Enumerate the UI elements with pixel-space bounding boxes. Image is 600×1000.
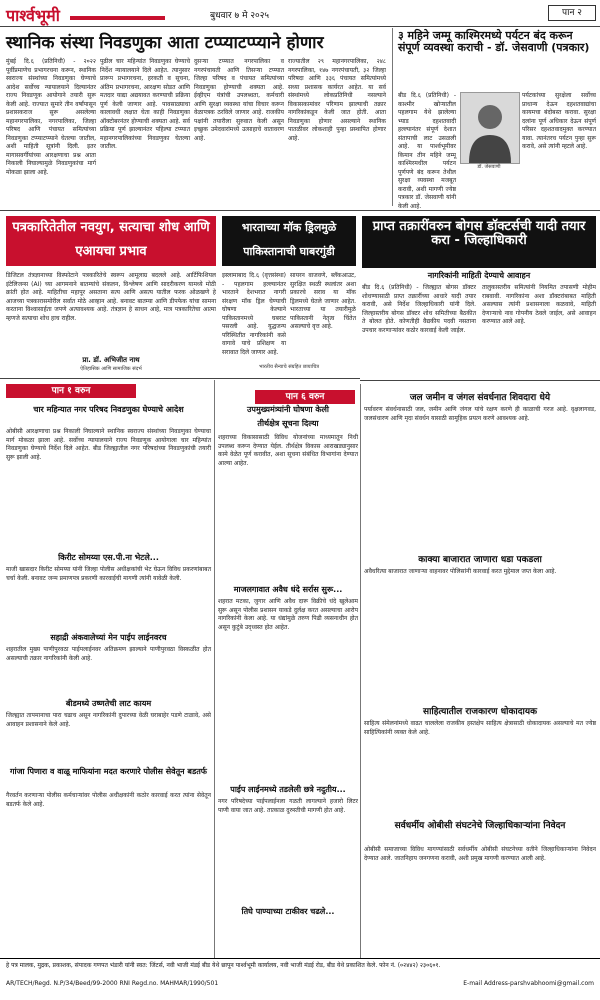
journalism-author-note: ऐतिहासिक आणि सामाजिक संदर्भ [80, 366, 142, 372]
pan1-item2-headline: किरीट सोमय्या एस.पी.ना भेटले... [58, 553, 159, 562]
right-body-2: अवैधरित्या बाजारात जाणाऱ्या वाहनावर पोलिसांनी कारवाई करत मुद्देमाल जप्त केला आहे. [364, 568, 557, 575]
pan1-item5-headline: गांजा पिणारा व वाळू माफियांना मदत करणारे पोलीस सेवेतून बडतर्फ [10, 767, 207, 776]
masthead [0, 0, 600, 26]
column-divider [392, 28, 393, 206]
pan1-item4-headline: बीडमध्ये उष्णतेची लाट कायम [65, 699, 152, 708]
newspaper-brand: पार्श्वभूमी [6, 6, 60, 25]
pan6-label: पान ६ वरुन [255, 390, 355, 404]
mockdrill-body-2: सायरन वाजवणे, ब्लॅकआउट, सुरक्षित स्थळी स्थलांतर अशा प्रकारचे सराव या मॉक ड्रिलमध्ये घेतले जाणार आहेत. भारताच्या या तयारीमुळे पाकिस्तानी नेतृत्व चिंतेत असल्याचे वृत्त आहे. [290, 272, 356, 330]
section-divider-2 [0, 378, 360, 379]
journalism-body: डिजिटल तंत्रज्ञानाच्या विस्फोटाने पत्रकारितेचे स्वरूप आमूलाग्र बदलले आहे. आर्टिफिशियल इंटेलिजन्स (AI) च्या आगमनाने बातम्यांचे संकलन, विश्लेषण आणि सादरीकरण यामध्ये मोठी क्रांती होत आहे. माहितीचा महापूर असताना सत्य आणि असत्य यातील फरक ओळखणे हे आजच्या पत्रकारासमोरील सर्वात मोठे आव्हान आहे. बनावट बातम्या आणि डीपफेक यांचा सामना करताना विश्वासार्हता जपणे अत्यावश्यक आहे. तंत्रज्ञान हे साधन आहे, मात्र पत्रकारितेचा आत्मा म्हणजे सत्याचा शोध हाच राहील. [6, 272, 216, 322]
pan1-item3-headline: सहाद्री अंकवालेच्यां मेन पाईप लाईनवरच [50, 633, 167, 642]
portrait-photo [460, 92, 520, 164]
mockdrill-caption: भारतीय सैन्याचे संग्रहित छायाचित्र [258, 364, 320, 370]
column-divider-2 [214, 380, 215, 958]
mid-head-2: माजलगावात अवैध धंदे सर्रास सुरू... [233, 585, 343, 594]
person-icon [461, 93, 519, 163]
doctors-body-2: तालुकास्तरीय समित्यांनी नियमित तपासणी मोहीम राबवावी. नागरिकांना अशा डॉक्टरांबाबत माहिती असल्यास त्यांनी प्रशासनाला कळवावे, माहिती देणाऱ्याचे नाव गोपनीय ठेवले जाईल, असे आवाहन करण्यात आले आहे. [482, 284, 596, 325]
right-body-4: ओबीसी समाजाच्या विविध मागण्यांसाठी सर्वधर्मीय ओबीसी संघटनेच्या वतीने जिल्हाधिकाऱ्यांना निवेदन देण्यात आले. जातनिहाय जनगणना करावी, अशी प्रमुख मागणी करण्यात आली आहे. [364, 846, 596, 862]
pan1-item5-body: गैरवर्तन करणाऱ्या पोलीस कर्मचाऱ्यांवर पोलीस अधीक्षकांनी कठोर कारवाई करत त्यांना सेवेतून बडतर्फ केले आहे. [6, 792, 211, 808]
doctors-body-1: बीड दि.६ (प्रतिनिधी) - जिल्ह्यात बोगस डॉक्टर शोधण्यासाठी प्राप्त तक्रारींच्या आधारे यादी तयार करावी, असे निर्देश जिल्हाधिकारी यांनी दिले. जिल्हास्तरीय बोगस डॉक्टर शोध समितीच्या बैठकीत ते बोलत होते. कोणतीही वैद्यकीय पदवी नसताना उपचार करणाऱ्यांवर कठोर कारवाई केली जाईल. [362, 284, 476, 334]
lead-column-2: पुढील चार महिन्यांत निवडणुका घेण्याचे निर्देश न्यायालयाने दिले आहेत. त्यानुसार प्रारूप प्रभागरचना, हरकती व सूचना, अंतिम प्रभागरचना, आरक्षण सोडत आणि मतदार याद्या अद्ययावत करण्याची प्रक्रिया पूर्ण केली जाणार आहे. पावसाळ्याचा कालावधी लक्षात घेता काही निवडणुका ऑक्टोबरनंतर होण्याची शक्यता आहे. सर्व प्रक्रिया पूर्ण झाल्यानंतर पहिल्या टप्प्यात महानगरपालिकांच्या निवडणुका घेतल्या जातील. [100, 58, 190, 150]
lead-headline: स्थानिक संस्था निवडणुका आता टप्प्याटप्प्याने होणार [6, 33, 324, 53]
journalism-author: प्रा. डॉ. अभिजीत नाथ [82, 356, 140, 364]
pan1-label: पान १ वरुन [6, 384, 136, 398]
registration-number: AR/TECH/Regd. N.P/34/Beed/99-2000 RNI Regd.no. MAHMAR/1990/501 [6, 980, 219, 987]
email-address: E-mail Address-parshvabhoomi@gmail.com [463, 980, 594, 987]
right-head-3: साहित्यातील राजकारण धोकादायक [423, 707, 537, 717]
jk-body-2: पर्यटकांच्या सुरक्षेला सर्वोच्च प्राधान्य देऊन दहशतवाद्यांचा कायमचा बंदोबस्त करावा. सुरक्षा दलांना पूर्ण अधिकार देऊन संपूर्ण परिसर दहशतवादमुक्त करण्यात यावा. त्यानंतरच पर्यटन पुन्हा सुरू करावे, असे त्यांनी म्हटले आहे. [522, 92, 596, 150]
right-head-2: काक्या बाजारात जाणारा धडा पकडला [418, 555, 542, 565]
mid-head-3: पाईप लाईनमध्ये तडलेली छत्रे नदुतीय... [230, 785, 346, 794]
header-divider [0, 26, 600, 27]
mid-head-1b: तीर्थक्षेत्र सूचना दिल्या [257, 419, 319, 428]
mid-head-4: तिघे पाण्याच्या टाकीवर चढले... [241, 907, 335, 916]
mockdrill-body-1: इस्लामाबाद दि.६ (वृत्तसंस्था) - पहलगाम हल्ल्यानंतर भारताने देशभरात नागरी संरक्षण मॉक ड्रिल घेण्याची घोषणा केल्याने पाकिस्तानमध्ये घबराट पसरली आहे. युद्धजन्य परिस्थितीत नागरिकांनी कसे वागावे याचे प्रशिक्षण या सरावात दिले जाणार आहे. [222, 272, 286, 356]
pan1-item2-body: माजी खासदार किरीट सोमय्या यांनी जिल्हा पोलीस अधीक्षकांची भेट घेऊन विविध प्रकरणांबाबत चर्चा केली. बनावट जन्म प्रमाणपत्र प्रकरणी कारवाईची मागणी त्यांनी यावेळी केली. [6, 566, 211, 582]
mid-body-1: शहराच्या विकासासाठी विविध योजनांच्या माध्यमातून निधी उपलब्ध करून देण्यात येईल. तीर्थक्षेत्र विकास आराखड्यानुसार कामे वेळेत पूर्ण करावीत, अशा सूचना संबंधित विभागांना देण्यात आल्या आहेत. [218, 434, 358, 467]
issue-date: बुधवार ७ मे २०२५ [210, 11, 270, 21]
footer-divider [0, 958, 600, 959]
jk-headline: ३ महिने जम्मू काश्मिरमध्ये पर्यटन बंद करून संपूर्ण व्यवस्था कराची - डॉ. जेसवाणी (पत्रकार) [398, 29, 590, 55]
column-divider-3 [360, 384, 361, 958]
jk-body-1: बीड दि.६ (प्रतिनिधी) - काश्मीर खोऱ्यातील पहलगाम येथे झालेल्या भ्याड दहशतवादी हल्ल्यानंतर संपूर्ण देशात संतापाची लाट उसळली आहे. या पार्श्वभूमीवर किमान तीन महिने जम्मू काश्मिरमधील पर्यटन पूर्णपणे बंद करून तेथील सुरक्षा व्यवस्था मजबूत करावी, अशी मागणी ज्येष्ठ पत्रकार डॉ. जेसवाणी यांनी केली आहे. [398, 92, 456, 210]
mid-body-2: शहरात मटका, जुगार आणि अवैध दारू विक्रीचे धंदे खुलेआम सुरू असून पोलीस प्रशासन याकडे दुर्लक्ष करत असल्याचा आरोप नागरिकांनी केला आहे. या धंद्यांमुळे तरुण पिढी व्यसनाधीन होत असून कुटुंबे उद्ध्वस्त होत आहेत. [218, 598, 358, 631]
doctors-subhead: नागरिकांनी माहिती देण्याचे आवाहन [427, 271, 531, 280]
lead-column-1: मुंबई दि.६ (प्रतिनिधी) - २०२२ पूर्वीप्रमाणेच प्रभागरचना करून, स्थानिक स्वराज्य संस्थांच्या निवडणुका घेण्याचे आदेश सर्वोच्च न्यायालयाने दिल्यानंतर राज्य निवडणूक आयोगाने तयारी सुरू केली आहे. राज्यात सुमारे तीन वर्षांपासून प्रशासकराज सुरू असलेल्या महानगरपालिका, नगरपालिका, जिल्हा परिषद आणि पंचायत समित्यांच्या निवडणुका टप्प्याटप्प्याने घेतल्या जातील, अशी माहिती सूत्रांनी दिली. इतर मागासवर्गीयांच्या आरक्षणाचा प्रश्न आता निकाली निघाल्यामुळे निवडणुकांचा मार्ग मोकळा झाला आहे. [6, 58, 96, 176]
pan1-item1-headline: चार महिन्यात नगर परिषद निवडणुका घेण्याचे आदेश [33, 405, 184, 414]
right-head-4: सर्वधर्मीय ओबीसी संघटनेचे जिल्हाधिकाऱ्यांना निवेदन [394, 821, 566, 831]
mockdrill-headline: भारताच्या मॉक ड्रिलमुळे पाकिस्तानाची घाबरगुंडी [222, 216, 356, 266]
mid-head-1: उपमुख्यमंत्र्यांनी घोषणा केली [247, 405, 329, 414]
lead-column-4: राज्यातील २९ महानगरपालिका, २४८ नगरपालिका, १४७ नगरपंचायती, ३२ जिल्हा परिषदा आणि ३३६ पंचायत समित्यांमध्ये सध्या प्रशासक कार्यरत आहेत. या सर्व संस्थांमध्ये लोकप्रतिनिधी नसल्याने विकासकामांवर परिणाम झाल्याची तक्रार नागरिकांकडून केली जात होती. आता निवडणुका होणार असल्याने स्थानिक पातळीवर लोकशाही पुन्हा प्रस्थापित होणार आहे. [288, 58, 386, 142]
lead-column-3: दुसऱ्या टप्प्यात नगरपालिका व नगरपंचायती आणि तिसऱ्या टप्प्यात जिल्हा परिषद व पंचायत समित्यांच्या निवडणुका होण्याची शक्यता आहे. ईव्हीएम यंत्रांची उपलब्धता, कर्मचारी आणि सुरक्षा व्यवस्था यांचा विचार करून वेळापत्रक ठरविले जाणार आहे. राजकीय पक्षांनी तयारीला सुरुवात केली असून इच्छुक उमेदवारांमध्ये उत्साहाचे वातावरण आहे. [194, 58, 284, 142]
mid-body-3: नगर परिषदेच्या पाईपलाईनला गळती लागल्याने हजारो लिटर पाणी वाया जात आहे. तात्काळ दुरुस्तीची मागणी होत आहे. [218, 798, 358, 814]
pan1-item1-body: ओबीसी आरक्षणाचा प्रश्न निकाली निघाल्याने स्थानिक स्वराज्य संस्थांच्या निवडणुका घेण्याचा मार्ग मोकळा झाला आहे. सर्वोच्च न्यायालयाने राज्य निवडणूक आयोगाला चार महिन्यांत निवडणुका घेण्याचे निर्देश दिले आहेत. बीड जिल्ह्यातील नगर परिषदांच्या निवडणुकांची तयारी सुरू झाली आहे. [6, 428, 211, 461]
brand-rule [70, 16, 165, 20]
portrait-caption: डॉ. जेसवाणी [477, 164, 501, 170]
section-divider-3 [360, 380, 600, 381]
right-head-1: जल जमीन व जंगल संवर्धनात शिवदारा धेये [409, 393, 551, 403]
pan1-item4-body: जिल्ह्यात तापमानाचा पारा चढाच असून नागरिकांनी दुपारच्या वेळी घराबाहेर पडणे टाळावे, असे आवाहन प्रशासनाने केले आहे. [6, 712, 211, 728]
doctors-headline: प्राप्त तक्रारींवरुन बोगस डॉक्टर्सची यादी तयार करा - जिल्हाधिकारी [362, 216, 596, 268]
imprint-line: हे पत्र मालक, मुद्रक, प्रकाशक, संपादक गणपत भंडारी यांनी स्वत: जिंटर्स, नवी भाजी मंडई बीड येथे छापून पार्श्वभूमी कार्यालय, नवी भाजी मंडई रोड, बीड येथे प्रकाशित केले. फोन नं. (०२४४२) २३०६०१. [6, 962, 441, 969]
right-body-3: साहित्य संमेलनांमध्ये वाढत चाललेला राजकीय हस्तक्षेप साहित्य क्षेत्रासाठी धोकादायक असल्याचे मत ज्येष्ठ साहित्यिकांनी व्यक्त केले आहे. [364, 720, 596, 736]
page-number: पान २ [548, 5, 596, 21]
right-body-1: पर्यावरण संवर्धनासाठी जल, जमीन आणि जंगल यांचे रक्षण करणे ही काळाची गरज आहे. वृक्षलागवड, जलसंधारण आणि मृदा संवर्धन यासाठी सामूहिक प्रयत्न करणे आवश्यक आहे. [364, 406, 596, 422]
section-divider [0, 210, 600, 211]
journalism-headline: पत्रकारितेतील नवयुग, सत्याचा शोध आणि एआयचा प्रभाव [6, 216, 216, 266]
pan1-item3-body: शहरातील मुख्य पाणीपुरवठा पाईपलाईनवर अतिक्रमण झाल्याने पाणीपुरवठा विस्कळीत होत असल्याची तक्रार नागरिकांनी केली आहे. [6, 646, 211, 662]
